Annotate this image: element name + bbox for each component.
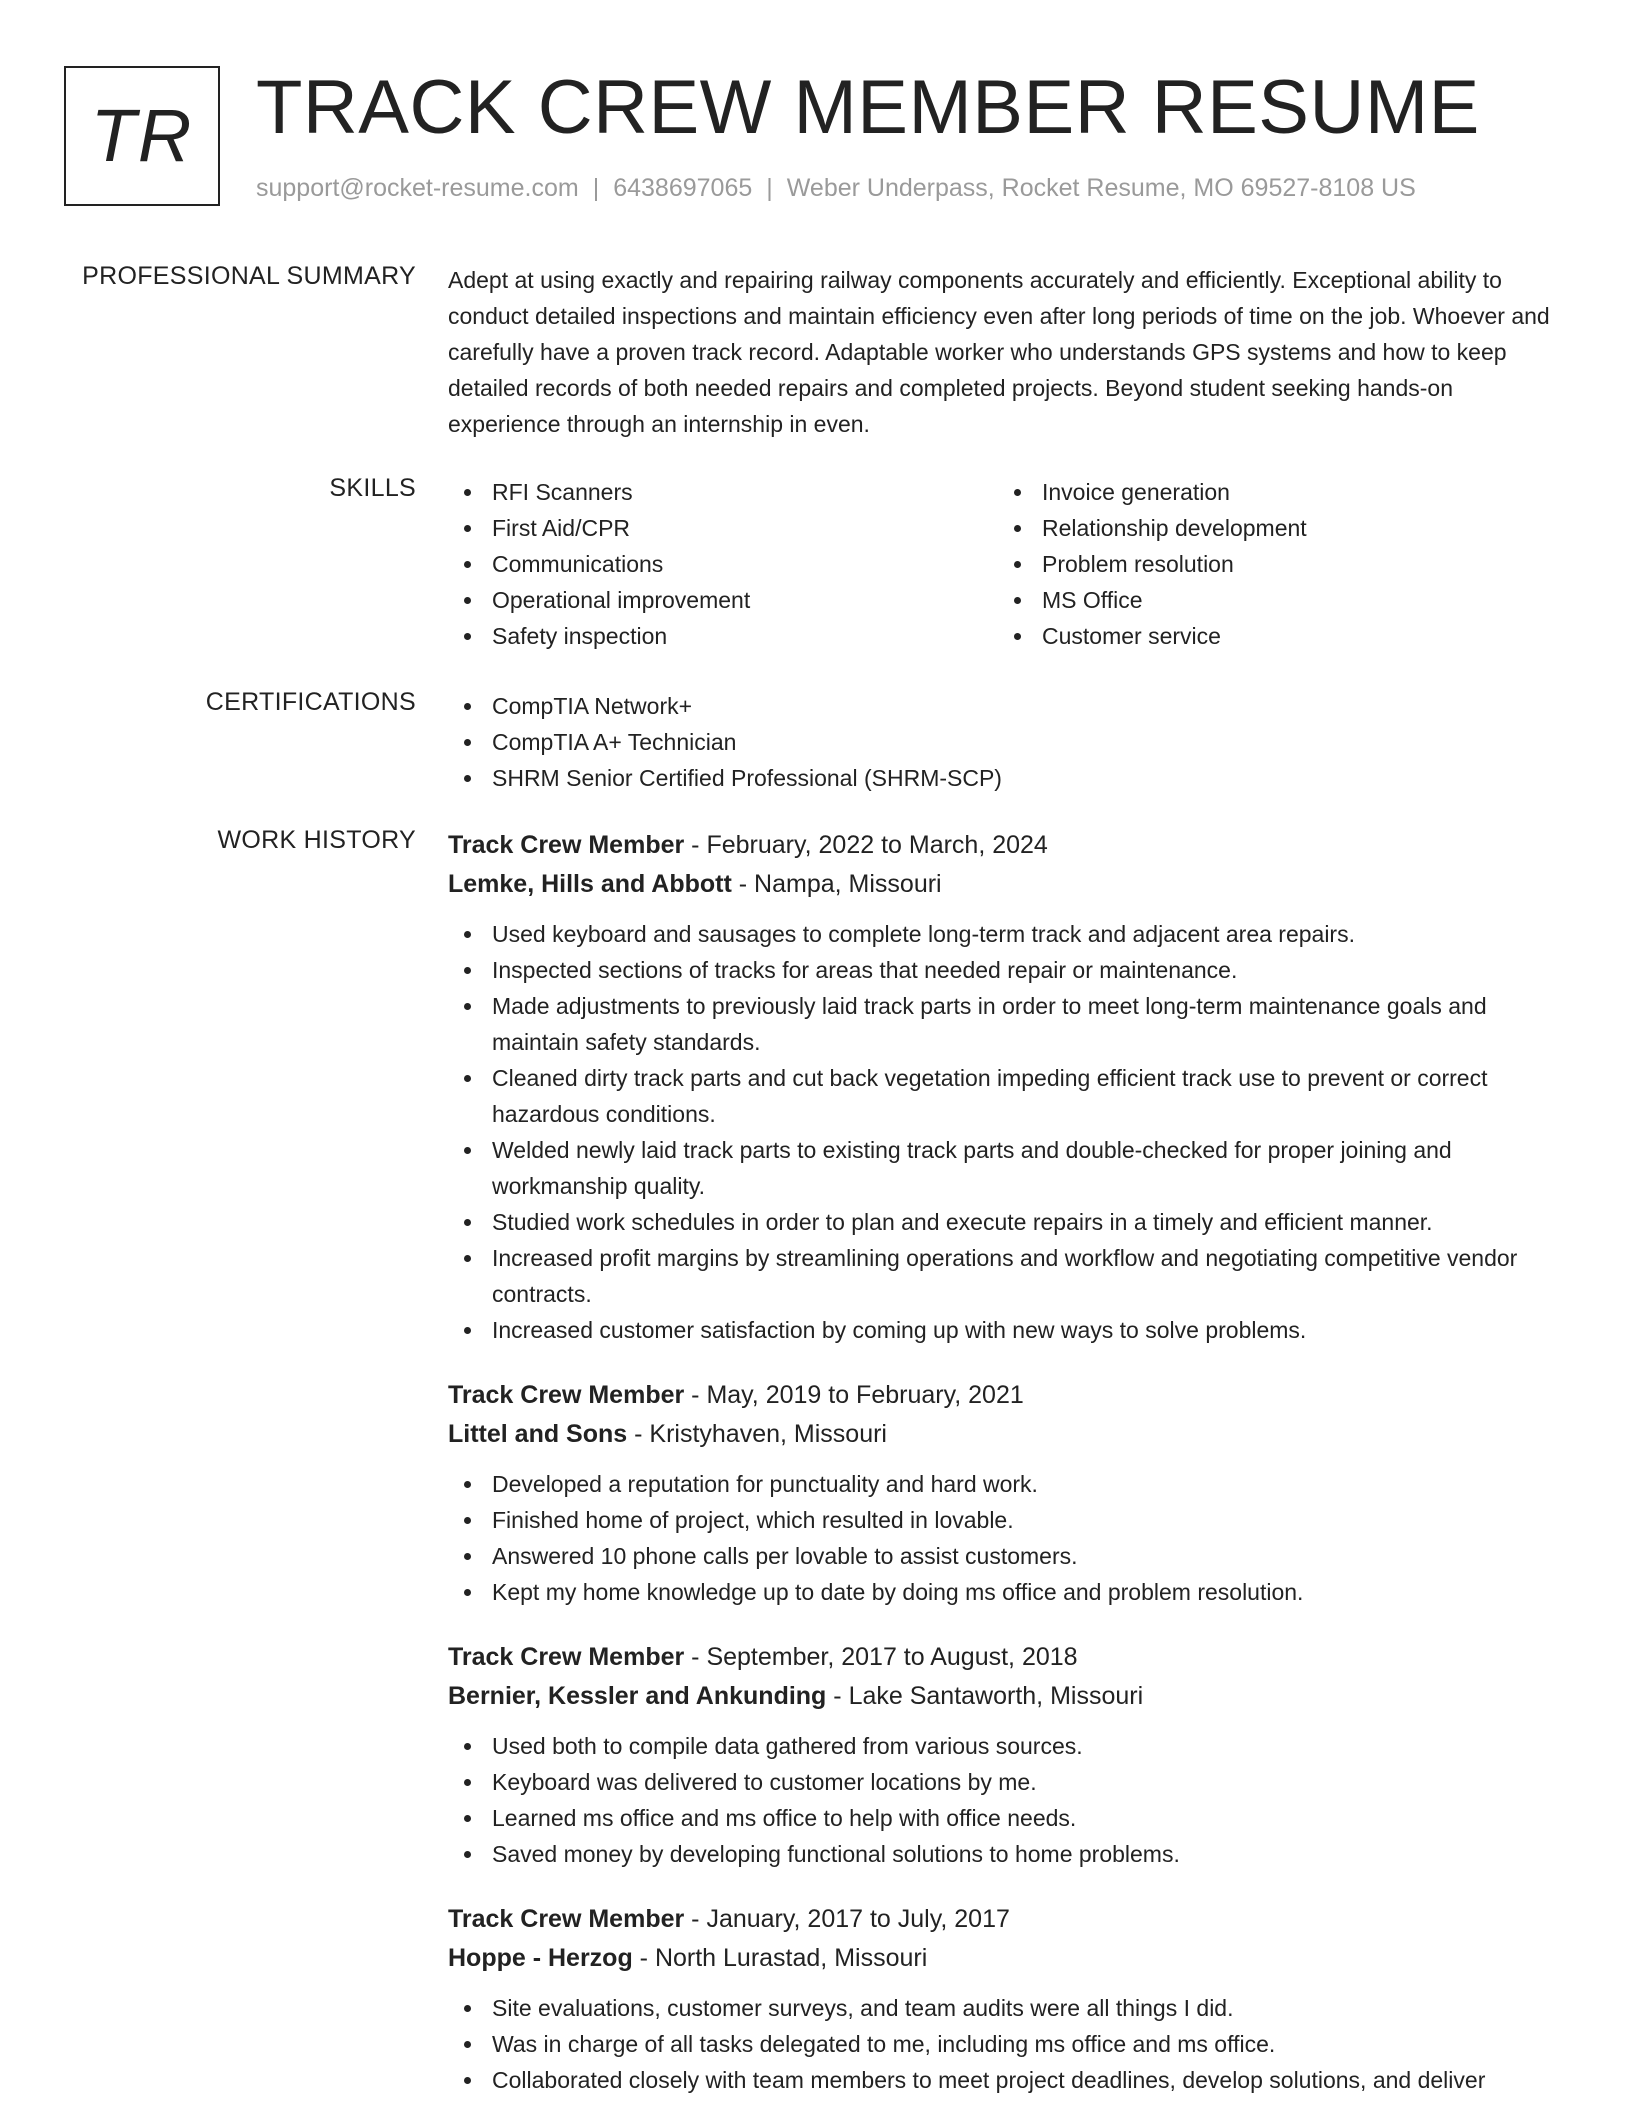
job-bullets	[448, 1990, 1568, 2098]
section-label: CERTIFICATIONS	[205, 688, 416, 716]
contact-address: Weber Underpass, Rocket Resume, MO 69527-8108 US	[786, 174, 1416, 202]
contact-phone[interactable]: 6438697065	[613, 174, 753, 202]
skill-item: Customer service	[998, 618, 1548, 654]
job-bullet: Finished home of project, which resulted in lovable.	[448, 1502, 1568, 1538]
job-role-line	[448, 1638, 1568, 1677]
section-body	[448, 826, 1568, 2126]
job-role-line	[448, 1900, 1568, 1939]
job-bullet: Keyboard was delivered to customer locations by me.	[448, 1764, 1568, 1800]
job-role: Track Crew Member	[448, 1905, 685, 1933]
job-role: Track Crew Member	[448, 1381, 685, 1409]
job-entry	[448, 1900, 1568, 2098]
job-bullet: Answered 10 phone calls per lovable to assist customers.	[448, 1538, 1568, 1574]
job-bullet: Made adjustments to previously laid track parts in order to meet long-term maintenance goals and maintain safety standards.	[448, 988, 1568, 1060]
job-bullets	[448, 916, 1568, 1348]
monogram-badge	[64, 66, 220, 206]
job-company: Hoppe - Herzog	[448, 1944, 633, 1972]
certifications-list	[448, 688, 1568, 796]
job-dash: -	[684, 1381, 707, 1409]
contact-email[interactable]: support@rocket-resume.com	[256, 174, 579, 202]
contact-separator: |	[592, 174, 600, 202]
skill-item: Problem resolution	[998, 546, 1548, 582]
job-entry	[448, 1638, 1568, 1872]
job-company: Bernier, Kessler and Ankunding	[448, 1682, 827, 1710]
section-body	[448, 262, 1568, 442]
job-location: North Lurastad, Missouri	[654, 1944, 928, 1972]
job-company-line	[448, 865, 1568, 904]
job-company-line	[448, 1939, 1568, 1978]
job-company-line	[448, 1677, 1568, 1716]
contact-line	[256, 174, 1416, 203]
page-title: TRACK CREW MEMBER RESUME	[256, 65, 1480, 150]
skill-item: Operational improvement	[448, 582, 998, 618]
job-bullet: Used keyboard and sausages to complete long-term track and adjacent area repairs.	[448, 916, 1568, 952]
job-bullet: Cleaned dirty track parts and cut back vegetation impeding efficient track use to prevent or correct hazardous conditions.	[448, 1060, 1568, 1132]
skill-item: Invoice generation	[998, 474, 1548, 510]
job-dates: May, 2019 to February, 2021	[706, 1381, 1024, 1409]
job-bullet: Developed a reputation for punctuality and hard work.	[448, 1466, 1568, 1502]
section-label: WORK HISTORY	[217, 826, 416, 854]
section-label: PROFESSIONAL SUMMARY	[82, 262, 416, 290]
skill-item: MS Office	[998, 582, 1548, 618]
contact-separator: |	[766, 174, 773, 202]
job-role-line	[448, 1376, 1568, 1415]
job-dash: -	[632, 1944, 655, 1972]
job-entry	[448, 826, 1568, 1348]
job-bullet: Saved money by developing functional solutions to home problems.	[448, 1836, 1568, 1872]
job-bullet: Studied work schedules in order to plan and execute repairs in a timely and efficient manner.	[448, 1204, 1568, 1240]
job-bullets	[448, 1728, 1568, 1872]
job-bullets	[448, 1466, 1568, 1610]
job-bullet: Learned ms office and ms office to help with office needs.	[448, 1800, 1568, 1836]
job-dash: -	[826, 1682, 849, 1710]
job-bullet: Used both to compile data gathered from various sources.	[448, 1728, 1568, 1764]
resume-header	[64, 66, 1584, 216]
skill-item: First Aid/CPR	[448, 510, 998, 546]
skill-item: RFI Scanners	[448, 474, 998, 510]
job-location: Lake Santaworth, Missouri	[848, 1682, 1144, 1710]
job-dash: -	[627, 1420, 650, 1448]
certification-item: CompTIA Network+	[448, 688, 1568, 724]
job-location: Kristyhaven, Missouri	[649, 1420, 887, 1448]
skill-item: Relationship development	[998, 510, 1548, 546]
job-bullet: Inspected sections of tracks for areas that needed repair or maintenance.	[448, 952, 1568, 988]
job-bullet: Collaborated closely with team members to meet project deadlines, develop solutions, and deliver	[448, 2062, 1568, 2098]
job-role: Track Crew Member	[448, 1643, 685, 1671]
skill-item: Communications	[448, 546, 998, 582]
job-dash: -	[684, 1905, 707, 1933]
job-dash: -	[684, 831, 707, 859]
skills-list-right	[998, 474, 1548, 654]
section-body	[448, 688, 1568, 796]
section-label: SKILLS	[329, 474, 416, 502]
skills-columns	[448, 474, 1568, 654]
skill-item: Safety inspection	[448, 618, 998, 654]
job-bullet: Site evaluations, customer surveys, and team audits were all things I did.	[448, 1990, 1568, 2026]
job-location: Nampa, Missouri	[754, 870, 942, 898]
job-company: Lemke, Hills and Abbott	[448, 870, 732, 898]
certification-item: SHRM Senior Certified Professional (SHRM-SCP)	[448, 760, 1568, 796]
job-dash: -	[731, 870, 755, 898]
job-dates: January, 2017 to July, 2017	[706, 1905, 1010, 1933]
job-role-line	[448, 826, 1568, 865]
job-dash: -	[684, 1643, 707, 1671]
job-dates: February, 2022 to March, 2024	[706, 831, 1048, 859]
job-dates: September, 2017 to August, 2018	[706, 1643, 1078, 1671]
job-bullet: Welded newly laid track parts to existing track parts and double-checked for proper joining and workmanship quality.	[448, 1132, 1568, 1204]
skills-list-left	[448, 474, 998, 654]
job-bullet: Was in charge of all tasks delegated to me, including ms office and ms office.	[448, 2026, 1568, 2062]
job-role: Track Crew Member	[448, 831, 685, 859]
job-company-line	[448, 1415, 1568, 1454]
job-bullet: Increased profit margins by streamlining operations and workflow and negotiating competitive vendor contracts.	[448, 1240, 1568, 1312]
job-company: Littel and Sons	[448, 1420, 628, 1448]
job-entry	[448, 1376, 1568, 1610]
certification-item: CompTIA A+ Technician	[448, 724, 1568, 760]
summary-text: Adept at using exactly and repairing railway components accurately and efficiently. Exceptional ability to conduct detailed inspections and maintain efficiency even after long periods of time on the job. Whoever and carefully have a proven track record. Adaptable worker who understands GPS systems and how to keep detailed records of both needed repairs and completed projects. Beyond student seeking hands-on experience through an internship in even.	[448, 267, 1550, 437]
job-bullet: Kept my home knowledge up to date by doing ms office and problem resolution.	[448, 1574, 1568, 1610]
monogram-initials: TR	[90, 94, 194, 177]
job-bullet: Increased customer satisfaction by coming up with new ways to solve problems.	[448, 1312, 1568, 1348]
